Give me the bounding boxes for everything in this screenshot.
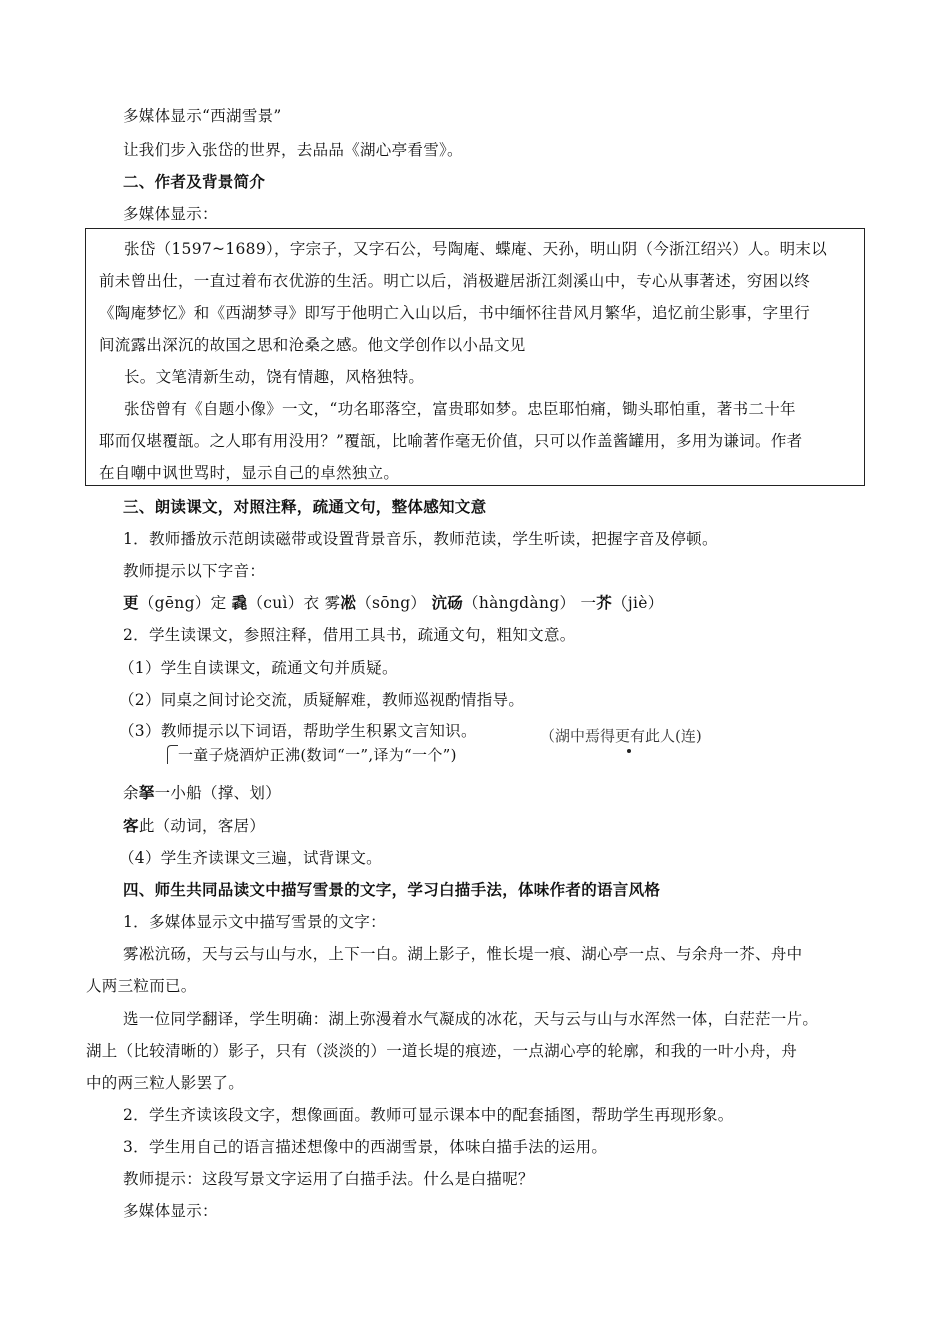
quote-line: 人两三粒而已。 bbox=[86, 977, 197, 995]
translation-line: 选一位同学翻译，学生明确：湖上弥漫着水气凝成的冰花，天与云与山与水浑然一体，白茫茫一片。 bbox=[123, 1010, 819, 1028]
bio-line: 《陶庵梦忆》和《西湖梦寻》即写于他明亡入山以后，书中缅怀往昔风月繁华，追忆前尘影事，字里行 bbox=[99, 304, 811, 322]
bio-line: 前未曾出仕，一直过着布衣优游的生活。明亡以后，消极避居浙江剡溪山中，专心从事著述，穷困以终 bbox=[99, 272, 811, 290]
vocab-ke bbox=[123, 815, 265, 837]
pinyin-jie: （jiè） bbox=[612, 594, 664, 612]
pinyin-geng: （gēng）定 bbox=[138, 594, 232, 612]
heading-reading: 三、朗读课文，对照注释，疏通文句，整体感知文意 bbox=[123, 497, 487, 516]
vocab-na-gloss: 一小船（撑、划） bbox=[154, 784, 282, 802]
author-bio-box bbox=[85, 228, 865, 486]
char-cui: 毳 bbox=[231, 593, 248, 612]
appreciation-item-3: 3．学生用自己的语言描述想像中的西湖雪景，体味白描手法的运用。 bbox=[123, 1138, 608, 1156]
quote-line: 雾凇沆砀，天与云与山与水，上下一白。湖上影子，惟长堤一痕、湖心亭一点、与余舟一芥、舟中 bbox=[123, 945, 803, 963]
sub-item-4: （4）学生齐读课文三遍，试背课文。 bbox=[119, 849, 382, 867]
self-portrait-line: 在自嘲中讽世骂时，显示自己的卓然独立。 bbox=[99, 464, 400, 482]
translation-line: 湖上（比较清晰的）影子，只有（淡淡的）一道长堤的痕迹，一点湖心亭的轮廓，和我的一叶小舟，舟 bbox=[86, 1042, 798, 1060]
char-jie: 芥 bbox=[596, 593, 613, 612]
sub-item-2: （2）同桌之间讨论交流，质疑解难，教师巡视酌情指导。 bbox=[119, 691, 525, 709]
vocab-one-boy: 一童子烧酒炉正沸(数词“一”,译为“一个”) bbox=[178, 746, 457, 764]
char-song: 凇 bbox=[340, 593, 357, 612]
vocab-na-char: 拏 bbox=[138, 783, 155, 802]
pinyin-song: （sōng） bbox=[356, 594, 432, 612]
intro-enter-world: 让我们步入张岱的世界，去品品《湖心亭看雪》。 bbox=[123, 141, 463, 159]
appreciation-item-1: 1．多媒体显示文中描写雪景的文字： bbox=[123, 913, 386, 931]
char-geng: 更 bbox=[123, 593, 139, 612]
pinyin-hangdang: （hàngdàng） 一 bbox=[463, 594, 597, 612]
vocab-na bbox=[123, 782, 281, 804]
vocab-brace bbox=[167, 745, 178, 764]
heading-appreciation: 四、师生共同品读文中描写雪景的文字，学习白描手法，体味作者的语言风格 bbox=[123, 880, 661, 899]
emphasis-dot bbox=[627, 749, 631, 753]
sub-item-3: （3）教师提示以下词语，帮助学生积累文言知识。 bbox=[119, 722, 477, 740]
self-portrait-line: 耶而仅堪覆瓿。之人耶有用没用？”覆瓿，比喻著作毫无价值，只可以作盖酱罐用，多用为谦词。作者 bbox=[99, 432, 803, 450]
multimedia-show-label: 多媒体显示： bbox=[123, 205, 218, 223]
vocab-ke-gloss: 此（动词，客居） bbox=[138, 817, 266, 835]
clipped-vocab-text: （湖中焉得更有此人(连) bbox=[540, 727, 702, 745]
sub-item-1: （1）学生自读课文，疏通文句并质疑。 bbox=[119, 659, 398, 677]
pronunciation-list bbox=[123, 592, 664, 614]
translation-line: 中的两三粒人影罢了。 bbox=[86, 1074, 245, 1092]
pronunciation-hint: 教师提示以下字音： bbox=[123, 562, 266, 580]
heading-author-background: 二、作者及背景简介 bbox=[123, 172, 266, 191]
self-portrait-line: 张岱曾有《自题小像》一文，“功名耶落空，富贵耶如梦。忠臣耶怕痛，锄头耶怕重，著书二十年 bbox=[124, 400, 796, 418]
bio-style-line: 长。文笔清新生动，饶有情趣，风格独特。 bbox=[124, 368, 425, 386]
reading-item-1: 1．教师播放示范朗读磁带或设置背景音乐，教师范读，学生听读，把握字音及停顿。 bbox=[123, 530, 718, 548]
char-hangdang: 沆砀 bbox=[431, 593, 464, 612]
bio-line: 间流露出深沉的故国之思和沧桑之感。他文学创作以小品文见 bbox=[99, 336, 526, 354]
appreciation-item-2: 2．学生齐读该段文字，想像画面。教师可显示课本中的配套插图，帮助学生再现形象。 bbox=[123, 1106, 734, 1124]
bio-line: 张岱（1597~1689），字宗子，又字石公，号陶庵、蝶庵、天孙，明山阴（今浙江绍兴）人。明末以 bbox=[124, 240, 828, 258]
clipped-vocab-line bbox=[540, 727, 725, 747]
reading-item-2: 2．学生读课文，参照注释，借用工具书，疏通文句，粗知文意。 bbox=[123, 626, 576, 644]
multimedia-show-2: 多媒体显示： bbox=[123, 1202, 218, 1220]
vocab-ke-char: 客 bbox=[123, 816, 139, 835]
pinyin-cui: （cuì）衣 雾 bbox=[247, 594, 341, 612]
vocab-na-prefix: 余 bbox=[123, 784, 139, 802]
multimedia-west-lake-snow: 多媒体显示“西湖雪景” bbox=[123, 107, 282, 125]
sketch-hint: 教师提示：这段写景文字运用了白描手法。什么是白描呢？ bbox=[123, 1170, 534, 1188]
